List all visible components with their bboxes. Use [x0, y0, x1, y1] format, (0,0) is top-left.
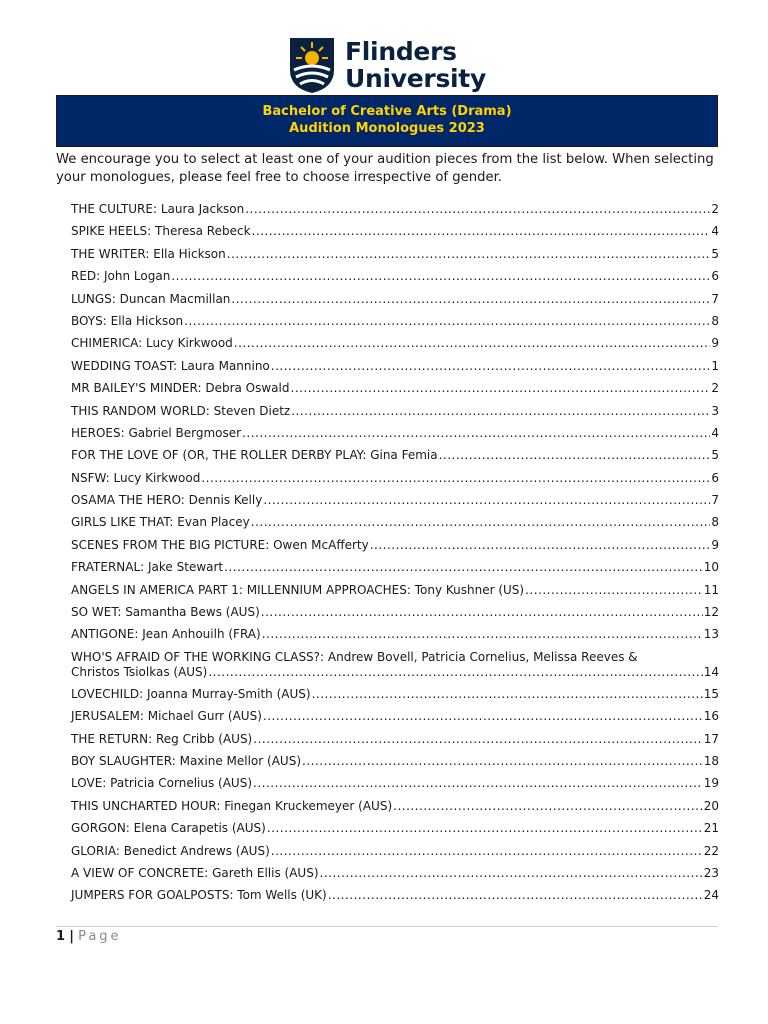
toc-leader [234, 336, 711, 351]
toc-title: LOVECHILD: Joanna Murray-Smith (AUS) [71, 686, 311, 701]
toc-page: 10 [703, 560, 719, 575]
toc-title: SPIKE HEELS: Theresa Rebeck [71, 224, 251, 239]
toc-title: MR BAILEY'S MINDER: Debra Oswald [71, 381, 290, 396]
toc-title: NSFW: Lucy Kirkwood [71, 470, 201, 485]
toc-leader [393, 799, 703, 814]
banner-title: Bachelor of Creative Arts (Drama) [262, 104, 512, 119]
toc-page: 8 [711, 515, 719, 530]
toc-leader [267, 821, 703, 836]
toc-page: 16 [703, 709, 719, 724]
toc-title: SCENES FROM THE BIG PICTURE: Owen McAfferty [71, 537, 369, 552]
toc-page: 4 [711, 425, 719, 440]
toc-entry[interactable] [71, 269, 719, 291]
toc-leader [208, 665, 702, 680]
toc-entry[interactable] [71, 314, 719, 336]
toc-leader [231, 292, 710, 307]
toc-entry[interactable] [71, 754, 719, 776]
toc-page: 17 [703, 731, 719, 746]
toc-title: GLORIA: Benedict Andrews (AUS) [71, 843, 270, 858]
toc-page: 7 [711, 493, 719, 508]
toc-page: 23 [703, 865, 719, 880]
toc-leader [271, 359, 711, 374]
toc-title: BOY SLAUGHTER: Maxine Mellor (AUS) [71, 753, 301, 768]
toc-page: 20 [703, 798, 719, 813]
toc-title: THIS RANDOM WORLD: Steven Dietz [71, 403, 291, 418]
toc-entry[interactable] [71, 844, 719, 866]
toc-entry[interactable] [71, 709, 719, 731]
toc-title: JUMPERS FOR GOALPOSTS: Tom Wells (UK) [71, 888, 327, 903]
toc-leader [302, 754, 703, 769]
title-banner [56, 95, 718, 147]
toc-title: HEROES: Gabriel Bergmoser [71, 425, 242, 440]
toc-page: 9 [711, 336, 719, 351]
toc-leader [328, 888, 703, 903]
toc-title: SO WET: Samantha Bews (AUS) [71, 605, 260, 620]
toc-page: 18 [703, 753, 719, 768]
toc-entry[interactable] [71, 292, 719, 314]
toc-leader [271, 844, 703, 859]
toc-page: 2 [711, 202, 719, 216]
toc-page: 19 [703, 776, 719, 791]
toc-leader [227, 247, 711, 262]
toc-page: 21 [703, 821, 719, 836]
toc-leader [171, 269, 710, 284]
toc-page: 4 [711, 224, 719, 239]
toc-page: 6 [711, 269, 719, 284]
page-label: Page [78, 929, 122, 944]
logo-wordmark [345, 38, 486, 92]
toc-entry[interactable] [71, 687, 719, 709]
toc-entry[interactable] [71, 515, 719, 537]
toc-entry[interactable] [71, 493, 719, 515]
toc-title: A VIEW OF CONCRETE: Gareth Ellis (AUS) [71, 865, 319, 880]
logo-line-2: University [345, 64, 486, 93]
toc-title: FRATERNAL: Jake Stewart [71, 560, 224, 575]
toc-page: 2 [711, 381, 719, 396]
toc-leader [242, 426, 710, 441]
toc-entry[interactable] [71, 359, 719, 381]
toc-page: 11 [703, 582, 719, 597]
toc-entry[interactable] [71, 538, 719, 560]
toc-title: WEDDING TOAST: Laura Mannino [71, 358, 270, 373]
toc-title: FOR THE LOVE OF (OR, THE ROLLER DERBY PLAY: Gina Femia [71, 448, 438, 463]
toc-title: OSAMA THE HERO: Dennis Kelly [71, 493, 263, 508]
toc-page: 12 [703, 605, 719, 620]
toc-entry[interactable] [71, 866, 719, 888]
page-footer [56, 929, 122, 944]
toc-title: ANTIGONE: Jean Anhouilh (FRA) [71, 627, 261, 642]
toc-title-continued: Christos Tsiolkas (AUS) [71, 664, 208, 679]
banner-subtitle: Audition Monologues 2023 [289, 121, 485, 136]
toc-leader [252, 224, 711, 239]
toc-entry[interactable] [71, 224, 719, 246]
toc-entry[interactable] [71, 471, 719, 493]
toc-page: 8 [711, 313, 719, 328]
toc-entry[interactable] [71, 336, 719, 358]
toc-page: 9 [711, 537, 719, 552]
toc-leader [262, 627, 703, 642]
toc-leader [525, 583, 703, 598]
toc-title: LUNGS: Duncan Macmillan [71, 291, 231, 306]
toc-title: THIS UNCHARTED HOUR: Finegan Kruckemeyer (AUS) [71, 798, 393, 813]
toc-entry[interactable] [71, 650, 719, 687]
toc-leader [245, 202, 710, 217]
toc-leader [184, 314, 710, 329]
toc-entry[interactable] [71, 627, 719, 649]
toc-page: 14 [703, 664, 719, 679]
toc-entry[interactable] [71, 776, 719, 798]
toc-leader [253, 776, 703, 791]
toc-title: BOYS: Ella Hickson [71, 313, 184, 328]
toc-title: WHO'S AFRAID OF THE WORKING CLASS?: Andrew Bovell, Patricia Cornelius, Melissa Reeves & [71, 649, 638, 664]
university-logo [288, 36, 492, 94]
toc-title: CHIMERICA: Lucy Kirkwood [71, 336, 233, 351]
toc-page: 6 [711, 470, 719, 485]
toc-leader [253, 732, 702, 747]
toc-entry[interactable] [71, 247, 719, 269]
toc-title: JERUSALEM: Michael Gurr (AUS) [71, 709, 262, 724]
toc-title: THE WRITER: Ella Hickson [71, 246, 226, 261]
toc-entry[interactable] [71, 560, 719, 582]
page-number: 1 [56, 929, 66, 944]
toc-page: 13 [703, 627, 719, 642]
toc-title: THE CULTURE: Laura Jackson [71, 202, 245, 216]
toc-page: 5 [711, 448, 719, 463]
footer-separator: | [69, 929, 74, 944]
toc-leader [439, 448, 711, 463]
footer-divider [56, 926, 718, 927]
toc-leader [263, 709, 703, 724]
toc-leader [201, 471, 710, 486]
toc-leader [263, 493, 710, 508]
toc-page: 15 [703, 686, 719, 701]
toc-title: ANGELS IN AMERICA PART 1: MILLENNIUM APPROACHES: Tony Kushner (US) [71, 582, 525, 597]
toc-title: LOVE: Patricia Cornelius (AUS) [71, 776, 253, 791]
toc-entry[interactable] [71, 202, 719, 224]
toc-title: THE RETURN: Reg Cribb (AUS) [71, 731, 253, 746]
toc-entry[interactable] [71, 426, 719, 448]
toc-page: 3 [711, 403, 719, 418]
toc-page: 1 [711, 358, 719, 373]
toc-entry[interactable] [71, 799, 719, 821]
shield-sun-icon [288, 36, 336, 94]
toc-page: 7 [711, 291, 719, 306]
toc-leader [370, 538, 711, 553]
toc-page: 5 [711, 246, 719, 261]
toc-leader [251, 515, 711, 530]
toc-leader [291, 381, 711, 396]
toc-entry[interactable] [71, 605, 719, 627]
toc-page: 22 [703, 843, 719, 858]
toc-title: GIRLS LIKE THAT: Evan Placey [71, 515, 250, 530]
intro-paragraph: We encourage you to select at least one of your audition pieces from the list below. When selecting your monologues, please feel free to choose irrespective of gender. [56, 152, 714, 185]
toc-entry[interactable] [71, 821, 719, 843]
toc-leader [261, 605, 703, 620]
toc-leader [320, 866, 703, 881]
toc-entry[interactable] [71, 583, 719, 605]
table-of-contents [71, 202, 719, 911]
toc-leader [224, 560, 703, 575]
logo-line-1: Flinders [345, 37, 457, 66]
toc-title: RED: John Logan [71, 269, 171, 284]
toc-entry[interactable] [71, 404, 719, 426]
toc-entry[interactable] [71, 888, 719, 910]
toc-title: GORGON: Elena Carapetis (AUS) [71, 821, 266, 836]
toc-leader [291, 404, 710, 419]
toc-entry[interactable] [71, 448, 719, 470]
toc-entry[interactable] [71, 732, 719, 754]
toc-page: 24 [703, 888, 719, 903]
toc-entry[interactable] [71, 381, 719, 403]
toc-leader [312, 687, 703, 702]
